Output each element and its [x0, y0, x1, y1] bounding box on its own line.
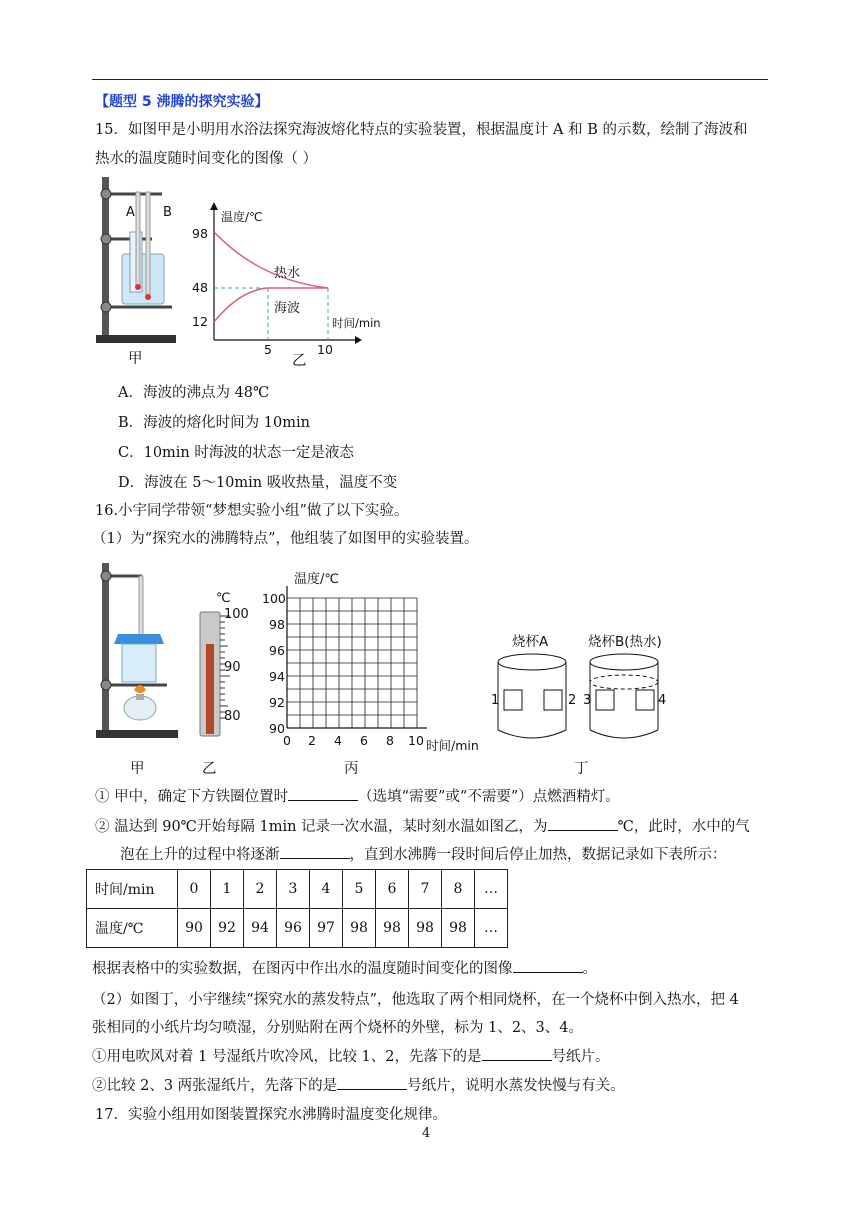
answer-blank-5[interactable] [482, 1048, 552, 1061]
graph-xlabel: 时间/min [332, 316, 381, 330]
grid-x-10: 10 [408, 733, 424, 748]
grid-x-2: 2 [308, 733, 316, 748]
q15-stem-line2: 热水的温度随时间变化的图像（ ） [95, 151, 318, 167]
y-tick-48: 48 [192, 280, 208, 295]
haibo-label: 海波 [274, 301, 301, 316]
answer-blank-3[interactable] [280, 846, 350, 859]
stand-rod [102, 177, 109, 342]
table-cell: 0 [178, 870, 211, 909]
table-cell: 6 [376, 870, 409, 909]
beaker-A-label: 烧杯A [512, 634, 549, 650]
stand-base [96, 335, 176, 343]
fig16-yi-label: 乙 [202, 761, 217, 777]
table-row-time [87, 870, 508, 909]
grid-x-0: 0 [283, 733, 291, 748]
lid [114, 634, 164, 644]
y-tick-12: 12 [192, 314, 208, 329]
q15-apparatus-figure [92, 172, 192, 372]
paper-label-1: 1 [491, 693, 500, 708]
table-cell: 5 [343, 870, 376, 909]
beaker-B-label: 烧杯B(热水) [588, 634, 662, 650]
table-cell: 7 [409, 870, 442, 909]
q15-option-c: C．10min 时海波的状态一定是液态 [118, 445, 354, 461]
table-cell: 90 [178, 909, 211, 948]
q16-apparatus-figure [92, 558, 182, 748]
grid-xlabel: 时间/min [426, 738, 479, 753]
row-header-temp: 温度/℃ [87, 909, 178, 948]
grid-y-96: 96 [269, 643, 285, 658]
page-number: 4 [422, 1126, 431, 1141]
grid-x-4: 4 [334, 733, 342, 748]
paper-2 [544, 690, 562, 710]
hot-water-curve [214, 232, 328, 288]
answer-blank-1[interactable] [288, 788, 358, 801]
grid-ylabel: 温度/℃ [294, 572, 339, 587]
paper-label-2: 2 [568, 693, 577, 708]
fig-jia-label: 甲 [128, 351, 143, 367]
fig-yi-label: 乙 [292, 353, 307, 369]
table-cell: 98 [376, 909, 409, 948]
answer-blank-6[interactable] [337, 1077, 407, 1090]
thermometer-figure [192, 608, 252, 738]
fig16-jia-label: 甲 [130, 761, 145, 777]
grid-x-6: 6 [360, 733, 368, 748]
q15-option-b: B．海波的熔化时间为 10min [118, 415, 310, 431]
thermo-unit: ℃ [216, 591, 231, 606]
q16-part2-line1: （2）如图丁，小宇继续“探究水的蒸发特点”，他选取了两个相同烧杯，在一个烧杯中倒入热水，把 4 [92, 992, 739, 1008]
fig16-ding-label: 丁 [574, 761, 589, 777]
x-tick-10: 10 [317, 342, 333, 357]
table-cell: 2 [244, 870, 277, 909]
q16-sub2-cont: 泡在上升的过程中将逐渐 ，直到水沸腾一段时间后停止加热，数据记录如下表所示： [120, 847, 727, 863]
table-cell: … [475, 909, 508, 948]
section-title: 【题型 5 沸腾的探究实验】 [95, 94, 269, 110]
grid-y-100: 100 [262, 591, 286, 606]
paper-4 [636, 690, 654, 710]
x-tick-5: 5 [264, 342, 272, 357]
hot-water-label: 热水 [274, 266, 301, 281]
label-B: B [163, 205, 172, 220]
grid-x-8: 8 [386, 733, 394, 748]
q16-stem: 16.小宇同学带领“梦想实验小组”做了以下实验。 [95, 503, 409, 519]
table-cell: 98 [343, 909, 376, 948]
thermo-tick-100: 100 [224, 607, 249, 622]
q17-stem: 17．实验小组用如图装置探究水沸腾时温度变化规律。 [95, 1107, 447, 1123]
haibo-curve [214, 288, 328, 322]
paper-label-3: 3 [583, 693, 592, 708]
q16-part2-sub2: ②比较 2、3 两张湿纸片，先落下的是 号纸片，说明水蒸发快慢与有关。 [92, 1078, 625, 1094]
table-cell: … [475, 870, 508, 909]
fig16-bing-label: 丙 [344, 761, 359, 777]
q15-option-d: D．海波在 5～10min 吸收热量，温度不变 [118, 475, 398, 491]
table-cell: 97 [310, 909, 343, 948]
q15-stem-line1: 15．如图甲是小明用水浴法探究海波熔化特点的实验装置，根据温度计 A 和 B 的示数，绘制了海波和 [95, 122, 748, 138]
table-cell: 96 [277, 909, 310, 948]
table-cell: 92 [211, 909, 244, 948]
beakers-figure [490, 650, 670, 750]
q16-sub1: ① 甲中，确定下方铁圈位置时 （选填“需要”或“不需要”）点燃酒精灯。 [95, 789, 620, 805]
empty-grid-chart [287, 596, 487, 746]
beaker [122, 254, 164, 304]
table-cell: 4 [310, 870, 343, 909]
paper-label-4: 4 [658, 693, 667, 708]
q16-sub2: ② 温达到 90℃开始每隔 1min 记录一次水温，某时刻水温如图乙，为 ℃，此时，水中的气 [95, 819, 750, 835]
table-cell: 94 [244, 909, 277, 948]
table-cell: 98 [442, 909, 475, 948]
data-table [86, 869, 508, 948]
grid-y-90: 90 [269, 721, 285, 736]
q16-part2-line2: 张相同的小纸片均匀喷湿，分别贴附在两个烧杯的外壁，标为 1、2、3、4。 [92, 1020, 584, 1036]
table-row-temp [87, 909, 508, 948]
thermo-tick-90: 90 [224, 660, 241, 675]
table-cell: 98 [409, 909, 442, 948]
grid-y-98: 98 [269, 617, 285, 632]
grid-y-92: 92 [269, 695, 285, 710]
answer-blank-2[interactable] [548, 818, 618, 831]
graph-ylabel: 温度/℃ [221, 210, 263, 224]
thermometer-liquid [206, 644, 214, 734]
table-cell: 1 [211, 870, 244, 909]
row-header-time: 时间/min [87, 870, 178, 909]
label-A: A [126, 205, 135, 220]
q16-part2-sub1: ①用电吹风对着 1 号湿纸片吹冷风，比较 1、2，先落下的是 号纸片。 [92, 1049, 610, 1065]
thermo-tick-80: 80 [224, 709, 241, 724]
y-tick-98: 98 [192, 226, 208, 241]
after-table-line: 根据表格中的实验数据，在图丙中作出水的温度随时间变化的图像 。 [92, 961, 597, 977]
thermometer-B [146, 192, 150, 297]
q16-part1-intro: （1）为“探究水的沸腾特点”，他组装了如图甲的实验装置。 [92, 531, 479, 547]
table-cell: 8 [442, 870, 475, 909]
q15-option-a: A．海波的沸点为 48℃ [118, 385, 270, 401]
table-cell: 3 [277, 870, 310, 909]
answer-blank-4[interactable] [513, 960, 583, 973]
thermometer-A [136, 192, 140, 287]
grid-y-94: 94 [269, 669, 285, 684]
header-rule [92, 79, 768, 80]
paper-3 [596, 690, 614, 710]
paper-1 [504, 690, 522, 710]
